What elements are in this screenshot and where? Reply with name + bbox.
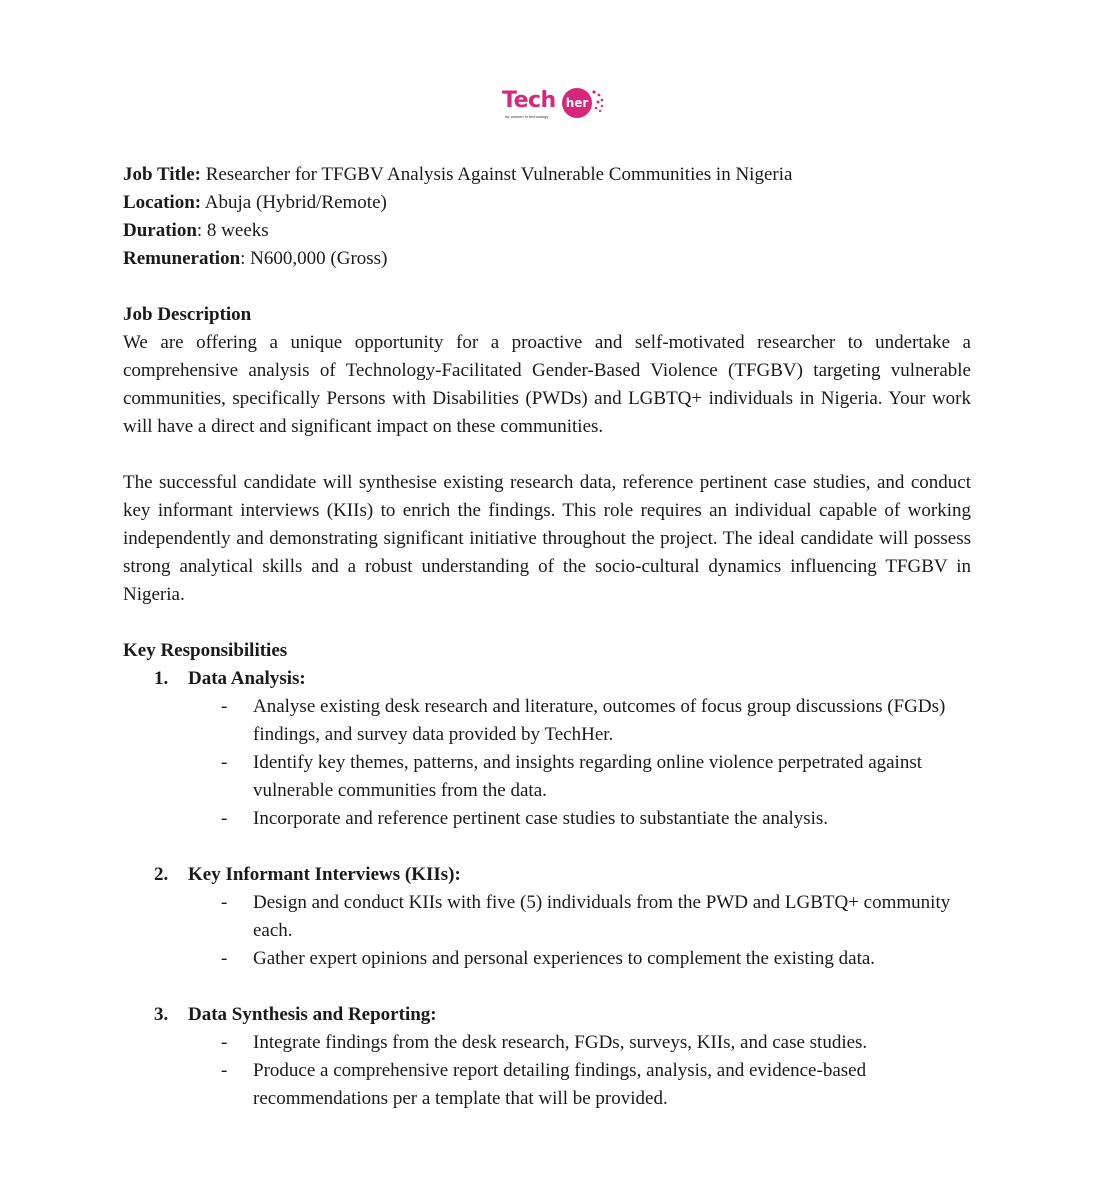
list-item-text: Analyse existing desk research and literature, outcomes of focus group discussions (FGDs) findings, and survey data provided by TechHer. xyxy=(253,696,946,745)
responsibility-heading xyxy=(123,665,971,693)
meta-label: Remuneration xyxy=(123,248,241,269)
meta-value: Researcher for TFGBV Analysis Against Vulnerable Communities in Nigeria xyxy=(200,164,793,185)
list-item xyxy=(123,749,971,805)
logo-word: Tech xyxy=(502,88,556,113)
responsibility-title: Data Synthesis and Reporting: xyxy=(188,1004,437,1025)
dash-marker: - xyxy=(221,1060,228,1081)
key-responsibilities-heading: Key Responsibilities xyxy=(123,640,288,661)
techher-logo xyxy=(502,84,612,124)
responsibility-synthesis-reporting xyxy=(123,1001,971,1113)
logo-badge: her xyxy=(562,88,592,118)
list-item xyxy=(123,693,971,749)
document-body xyxy=(123,161,971,1113)
list-item-text: Identify key themes, patterns, and insights regarding online violence perpetrated against vulnerable communities from the data. xyxy=(253,752,923,801)
list-item-text: Produce a comprehensive report detailing findings, analysis, and evidence-based recommendations per a template that will be provided. xyxy=(253,1060,867,1109)
meta-job-title xyxy=(123,161,971,189)
dash-marker: - xyxy=(221,752,228,773)
list-item-text: Design and conduct KIIs with five (5) individuals from the PWD and LGBTQ+ community each. xyxy=(253,892,951,941)
list-item xyxy=(123,1029,971,1057)
responsibility-data-analysis xyxy=(123,665,971,833)
responsibility-kiis xyxy=(123,861,971,973)
responsibility-heading xyxy=(123,1001,971,1029)
meta-label: Location: xyxy=(123,192,202,213)
meta-duration xyxy=(123,217,971,245)
meta-location xyxy=(123,189,971,217)
bullet-list xyxy=(123,889,971,973)
list-item xyxy=(123,805,971,833)
bullet-list xyxy=(123,1029,971,1113)
job-description-heading: Job Description xyxy=(123,304,252,325)
meta-remuneration xyxy=(123,245,971,273)
meta-value: Abuja (Hybrid/Remote) xyxy=(201,192,387,213)
dash-marker: - xyxy=(221,696,228,717)
job-description-paragraph-1: We are offering a unique opportunity for a proactive and self-motivated researcher to undertake a comprehensive analysis of Technology-Facilitated Gender-Based Violence (TFGBV) targeting vulnerable communities, specifically Persons with Disabilities (PWDs) and LGBTQ+ individuals in Nigeria. Your work will have a direct and significant impact on these communities. xyxy=(123,332,971,437)
responsibility-number: 1. xyxy=(154,668,169,689)
list-item-text: Integrate findings from the desk research, FGDs, surveys, KIIs, and case studies. xyxy=(253,1032,868,1053)
meta-label: Job Title: xyxy=(123,164,201,185)
bullet-list xyxy=(123,693,971,833)
responsibility-title: Data Analysis: xyxy=(188,668,306,689)
job-description-paragraph-2: The successful candidate will synthesise existing research data, reference pertinent case studies, and conduct key informant interviews (KIIs) to enrich the findings. This role requires an individual capable of working independently and demonstrating significant initiative throughout the project. The ideal candidate will possess strong analytical skills and a robust understanding of the socio-cultural dynamics influencing TFGBV in Nigeria. xyxy=(123,472,971,605)
list-item-text: Gather expert opinions and personal experiences to complement the existing data. xyxy=(253,948,876,969)
list-item xyxy=(123,945,971,973)
list-item xyxy=(123,1057,971,1113)
meta-value: : N600,000 (Gross) xyxy=(240,248,388,269)
dash-marker: - xyxy=(221,1032,228,1053)
responsibility-number: 3. xyxy=(154,1004,169,1025)
dash-marker: - xyxy=(221,808,228,829)
meta-value: : 8 weeks xyxy=(196,220,269,241)
list-item xyxy=(123,889,971,945)
responsibility-number: 2. xyxy=(154,864,169,885)
meta-label: Duration xyxy=(123,220,197,241)
list-item-text: Incorporate and reference pertinent case studies to substantiate the analysis. xyxy=(253,808,829,829)
responsibility-heading xyxy=(123,861,971,889)
logo-tagline: for women in technology xyxy=(505,114,549,119)
responsibility-title: Key Informant Interviews (KIIs): xyxy=(188,864,461,885)
dash-marker: - xyxy=(221,948,228,969)
dash-marker: - xyxy=(221,892,228,913)
logo-dots-icon xyxy=(590,88,606,116)
